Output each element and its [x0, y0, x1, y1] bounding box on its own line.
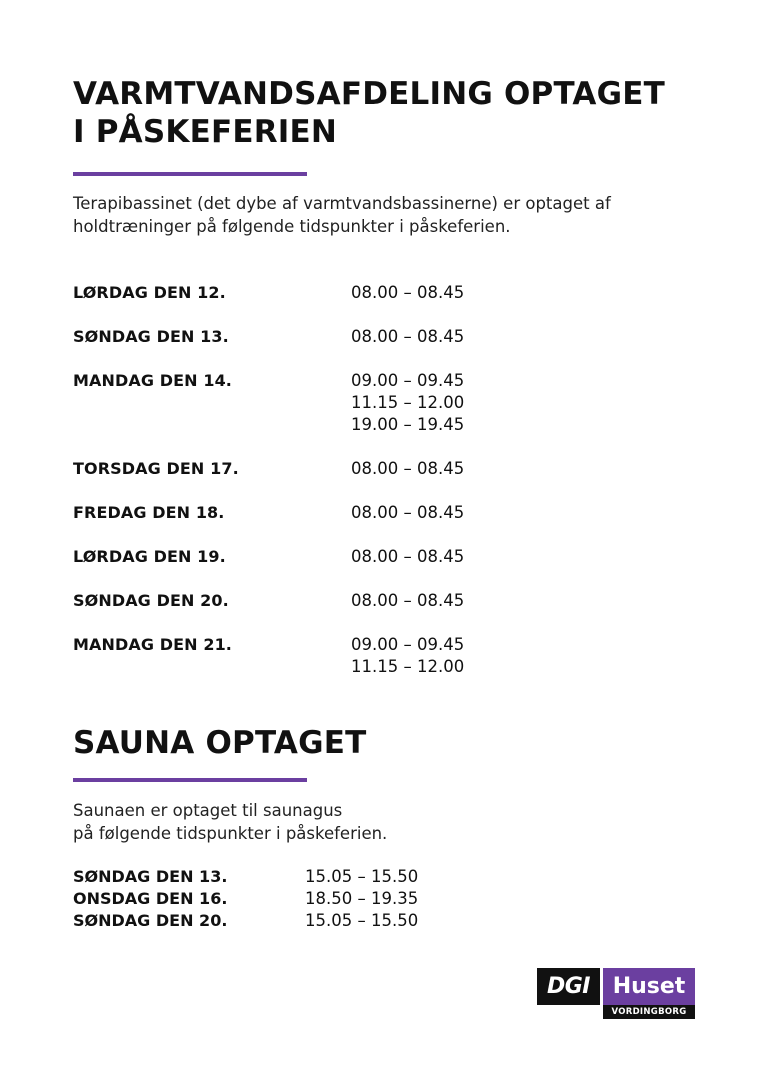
- schedule-day: TORSDAG DEN 17.: [73, 459, 239, 478]
- schedule-times: [351, 282, 464, 304]
- schedule-day: MANDAG DEN 14.: [73, 371, 232, 390]
- time-slot: 19.00 – 19.45: [351, 415, 465, 434]
- time-slot: 11.15 – 12.00: [351, 393, 465, 412]
- time-slot: 11.15 – 12.00: [351, 657, 465, 676]
- intro-line-2: på følgende tidspunkter i påskeferien.: [73, 824, 388, 843]
- schedule-day: MANDAG DEN 21.: [73, 635, 232, 654]
- schedule-day: SØNDAG DEN 13.: [73, 327, 229, 346]
- intro-line-2: holdtræninger på følgende tidspunkter i påskeferien.: [73, 217, 511, 236]
- schedule-day: LØRDAG DEN 19.: [73, 547, 226, 566]
- title-line-1: VARMTVANDSAFDELING OPTAGET: [73, 76, 665, 112]
- time-slot: 08.00 – 08.45: [351, 591, 465, 610]
- schedule-times: [351, 458, 464, 480]
- title-line-2: I PÅSKEFERIEN: [73, 114, 338, 150]
- section-title-sauna: SAUNA OPTAGET: [73, 725, 367, 761]
- time-slot: 09.00 – 09.45: [351, 371, 465, 390]
- sauna-row: [73, 866, 573, 888]
- logo-name: Huset: [603, 968, 695, 1005]
- intro-line-1: Saunaen er optaget til saunagus: [73, 801, 343, 820]
- schedule-times: [351, 634, 464, 678]
- sauna-schedule: [73, 866, 573, 932]
- sauna-day: SØNDAG DEN 20.: [73, 911, 228, 930]
- sauna-time: 18.50 – 19.35: [305, 889, 419, 908]
- time-slot: 08.00 – 08.45: [351, 327, 465, 346]
- schedule-times: [351, 590, 464, 612]
- schedule-day: SØNDAG DEN 20.: [73, 591, 229, 610]
- sauna-row: [73, 910, 573, 932]
- logo-mark: DGI: [537, 968, 600, 1005]
- schedule-times: [351, 546, 464, 568]
- schedule-times: [351, 502, 464, 524]
- dgi-huset-logo: [537, 968, 695, 1020]
- section-intro: [73, 192, 693, 238]
- accent-divider: [73, 778, 307, 782]
- time-slot: 09.00 – 09.45: [351, 635, 465, 654]
- sauna-time: 15.05 – 15.50: [305, 867, 419, 886]
- accent-divider: [73, 172, 307, 176]
- logo-location: VORDINGBORG: [603, 1005, 695, 1019]
- schedule-times: [351, 326, 464, 348]
- schedule-day: FREDAG DEN 18.: [73, 503, 225, 522]
- sauna-time: 15.05 – 15.50: [305, 911, 419, 930]
- sauna-day: SØNDAG DEN 13.: [73, 867, 228, 886]
- intro-line-1: Terapibassinet (det dybe af varmtvandsbassinerne) er optaget af: [73, 194, 611, 213]
- sauna-row: [73, 888, 573, 910]
- time-slot: 08.00 – 08.45: [351, 459, 465, 478]
- section-intro-sauna: [73, 799, 693, 845]
- schedule-day: LØRDAG DEN 12.: [73, 283, 226, 302]
- time-slot: 08.00 – 08.45: [351, 283, 465, 302]
- time-slot: 08.00 – 08.45: [351, 503, 465, 522]
- sauna-day: ONSDAG DEN 16.: [73, 889, 228, 908]
- schedule-times: [351, 370, 464, 436]
- page-title: [73, 75, 713, 151]
- time-slot: 08.00 – 08.45: [351, 547, 465, 566]
